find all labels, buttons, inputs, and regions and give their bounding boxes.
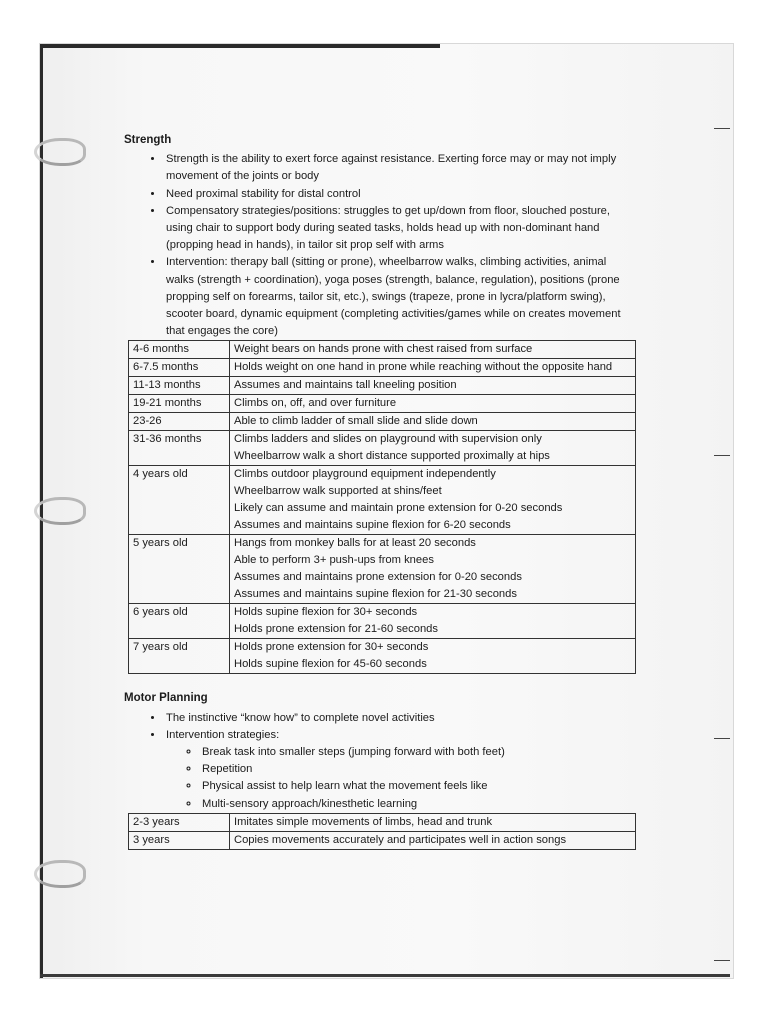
motor-planning-bullet — [164, 727, 634, 813]
skill-cell — [230, 341, 636, 359]
table-row — [129, 413, 636, 431]
binder-ring-icon — [34, 138, 86, 166]
age-cell: 2-3 years — [129, 813, 230, 831]
skill-line: Holds weight on one hand in prone while reaching without the opposite hand — [234, 361, 613, 374]
strength-bullet: • Compensatory strategies/positions: struggles to get up/down from floor, slouched posture, using chair to support body during seated tasks, holds head up with non-dominant hand (propping head in hands), in tailor sit prop self with arms — [164, 203, 634, 255]
skill-line: Climbs outdoor playground equipment independently — [234, 468, 496, 481]
age-cell: 6-7.5 months — [129, 359, 230, 377]
strength-bullets — [124, 151, 634, 340]
skill-line: Able to perform 3+ push-ups from knees — [234, 554, 434, 567]
skill-line: Assumes and maintains prone extension for 0-20 seconds — [234, 571, 522, 584]
skill-cell — [230, 604, 636, 639]
table-row — [129, 813, 636, 831]
age-cell: 4 years old — [129, 466, 230, 535]
skill-cell — [230, 639, 636, 674]
age-cell: 7 years old — [129, 639, 230, 674]
age-cell: 4-6 months — [129, 341, 230, 359]
strength-bullet: • Intervention: therapy ball (sitting or prone), wheelbarrow walks, climbing activities, animal walks (strength + coordination), yoga poses (strength, balance, regulation), positions (prone propping self on forearms, tailor sit, etc.), swings (trapeze, prone in lycra/platform swing), scooter board, dynamic equipment (completing activities/games while on creates movement that engages the core) — [164, 254, 634, 340]
age-cell: 19-21 months — [129, 395, 230, 413]
binder-ring-icon — [34, 860, 86, 888]
motor-planning-heading: Motor Planning — [124, 692, 208, 705]
table-row — [129, 831, 636, 849]
skill-line: Wheelbarrow walk supported at shins/feet — [234, 485, 442, 498]
divider-tab-mark — [714, 738, 730, 739]
skill-line: Holds prone extension for 21-60 seconds — [234, 623, 438, 636]
table-row — [129, 377, 636, 395]
skill-cell: Copies movements accurately and participates well in action songs — [230, 831, 636, 849]
skill-cell — [230, 535, 636, 604]
table-row — [129, 359, 636, 377]
age-cell: 11-13 months — [129, 377, 230, 395]
page-bottom-edge — [40, 974, 730, 977]
age-cell: 31-36 months — [129, 431, 230, 466]
skill-cell: Imitates simple movements of limbs, head and trunk — [230, 813, 636, 831]
motor-planning-bullet: • The instinctive “know how” to complete novel activities — [164, 710, 634, 727]
intervention-strategies-list — [166, 744, 634, 813]
skill-line: Assumes and maintains supine flexion for 21-30 seconds — [234, 588, 517, 601]
table-row — [129, 604, 636, 639]
page-top-edge — [40, 44, 440, 48]
skill-line: Climbs ladders and slides on playground with supervision only — [234, 433, 542, 446]
skill-line: Climbs on, off, and over furniture — [234, 397, 397, 410]
binder-ring-icon — [34, 497, 86, 525]
divider-tab-mark — [714, 455, 730, 456]
document-content — [124, 132, 634, 850]
skill-cell — [230, 359, 636, 377]
motor-planning-bullet-text: Intervention strategies: — [166, 728, 280, 741]
skill-line: Assumes and maintains tall kneeling position — [234, 379, 457, 392]
skill-cell — [230, 413, 636, 431]
skill-line: Likely can assume and maintain prone extension for 0-20 seconds — [234, 502, 563, 515]
age-cell: 6 years old — [129, 604, 230, 639]
table-row — [129, 341, 636, 359]
table-row — [129, 466, 636, 535]
skill-line: Holds supine flexion for 45-60 seconds — [234, 658, 427, 671]
skill-line: Assumes and maintains supine flexion for 6-20 seconds — [234, 519, 511, 532]
table-row — [129, 535, 636, 604]
divider-tab-mark — [714, 128, 730, 129]
strength-milestones-table — [128, 340, 636, 674]
strength-bullet: • Need proximal stability for distal control — [164, 186, 634, 203]
skill-cell — [230, 377, 636, 395]
divider-tab-mark — [714, 960, 730, 961]
strength-bullet: • Strength is the ability to exert force against resistance. Exerting force may or may not imply movement of the joints or body — [164, 151, 634, 185]
age-cell: 5 years old — [129, 535, 230, 604]
table-row — [129, 395, 636, 413]
skill-line: Able to climb ladder of small slide and slide down — [234, 415, 478, 428]
table-row — [129, 639, 636, 674]
age-cell: 23-26 — [129, 413, 230, 431]
motor-planning-bullets — [124, 710, 634, 813]
strategy-item: ◦ Physical assist to help learn what the movement feels like — [200, 778, 634, 795]
skill-cell — [230, 431, 636, 466]
table-row — [129, 431, 636, 466]
strategy-item: ◦ Multi-sensory approach/kinesthetic learning — [200, 796, 634, 813]
skill-line: Wheelbarrow walk a short distance supported proximally at hips — [234, 450, 550, 463]
strategy-item: ◦ Break task into smaller steps (jumping forward with both feet) — [200, 744, 634, 761]
skill-line: Hangs from monkey balls for at least 20 seconds — [234, 537, 476, 550]
skill-cell — [230, 395, 636, 413]
skill-line: Holds prone extension for 30+ seconds — [234, 641, 429, 654]
age-cell: 3 years — [129, 831, 230, 849]
skill-cell — [230, 466, 636, 535]
strength-heading: Strength — [124, 134, 172, 146]
motor-planning-table — [128, 813, 636, 850]
skill-line: Holds supine flexion for 30+ seconds — [234, 606, 418, 619]
strategy-item: ◦ Repetition — [200, 761, 634, 778]
skill-line: Weight bears on hands prone with chest raised from surface — [234, 343, 533, 356]
